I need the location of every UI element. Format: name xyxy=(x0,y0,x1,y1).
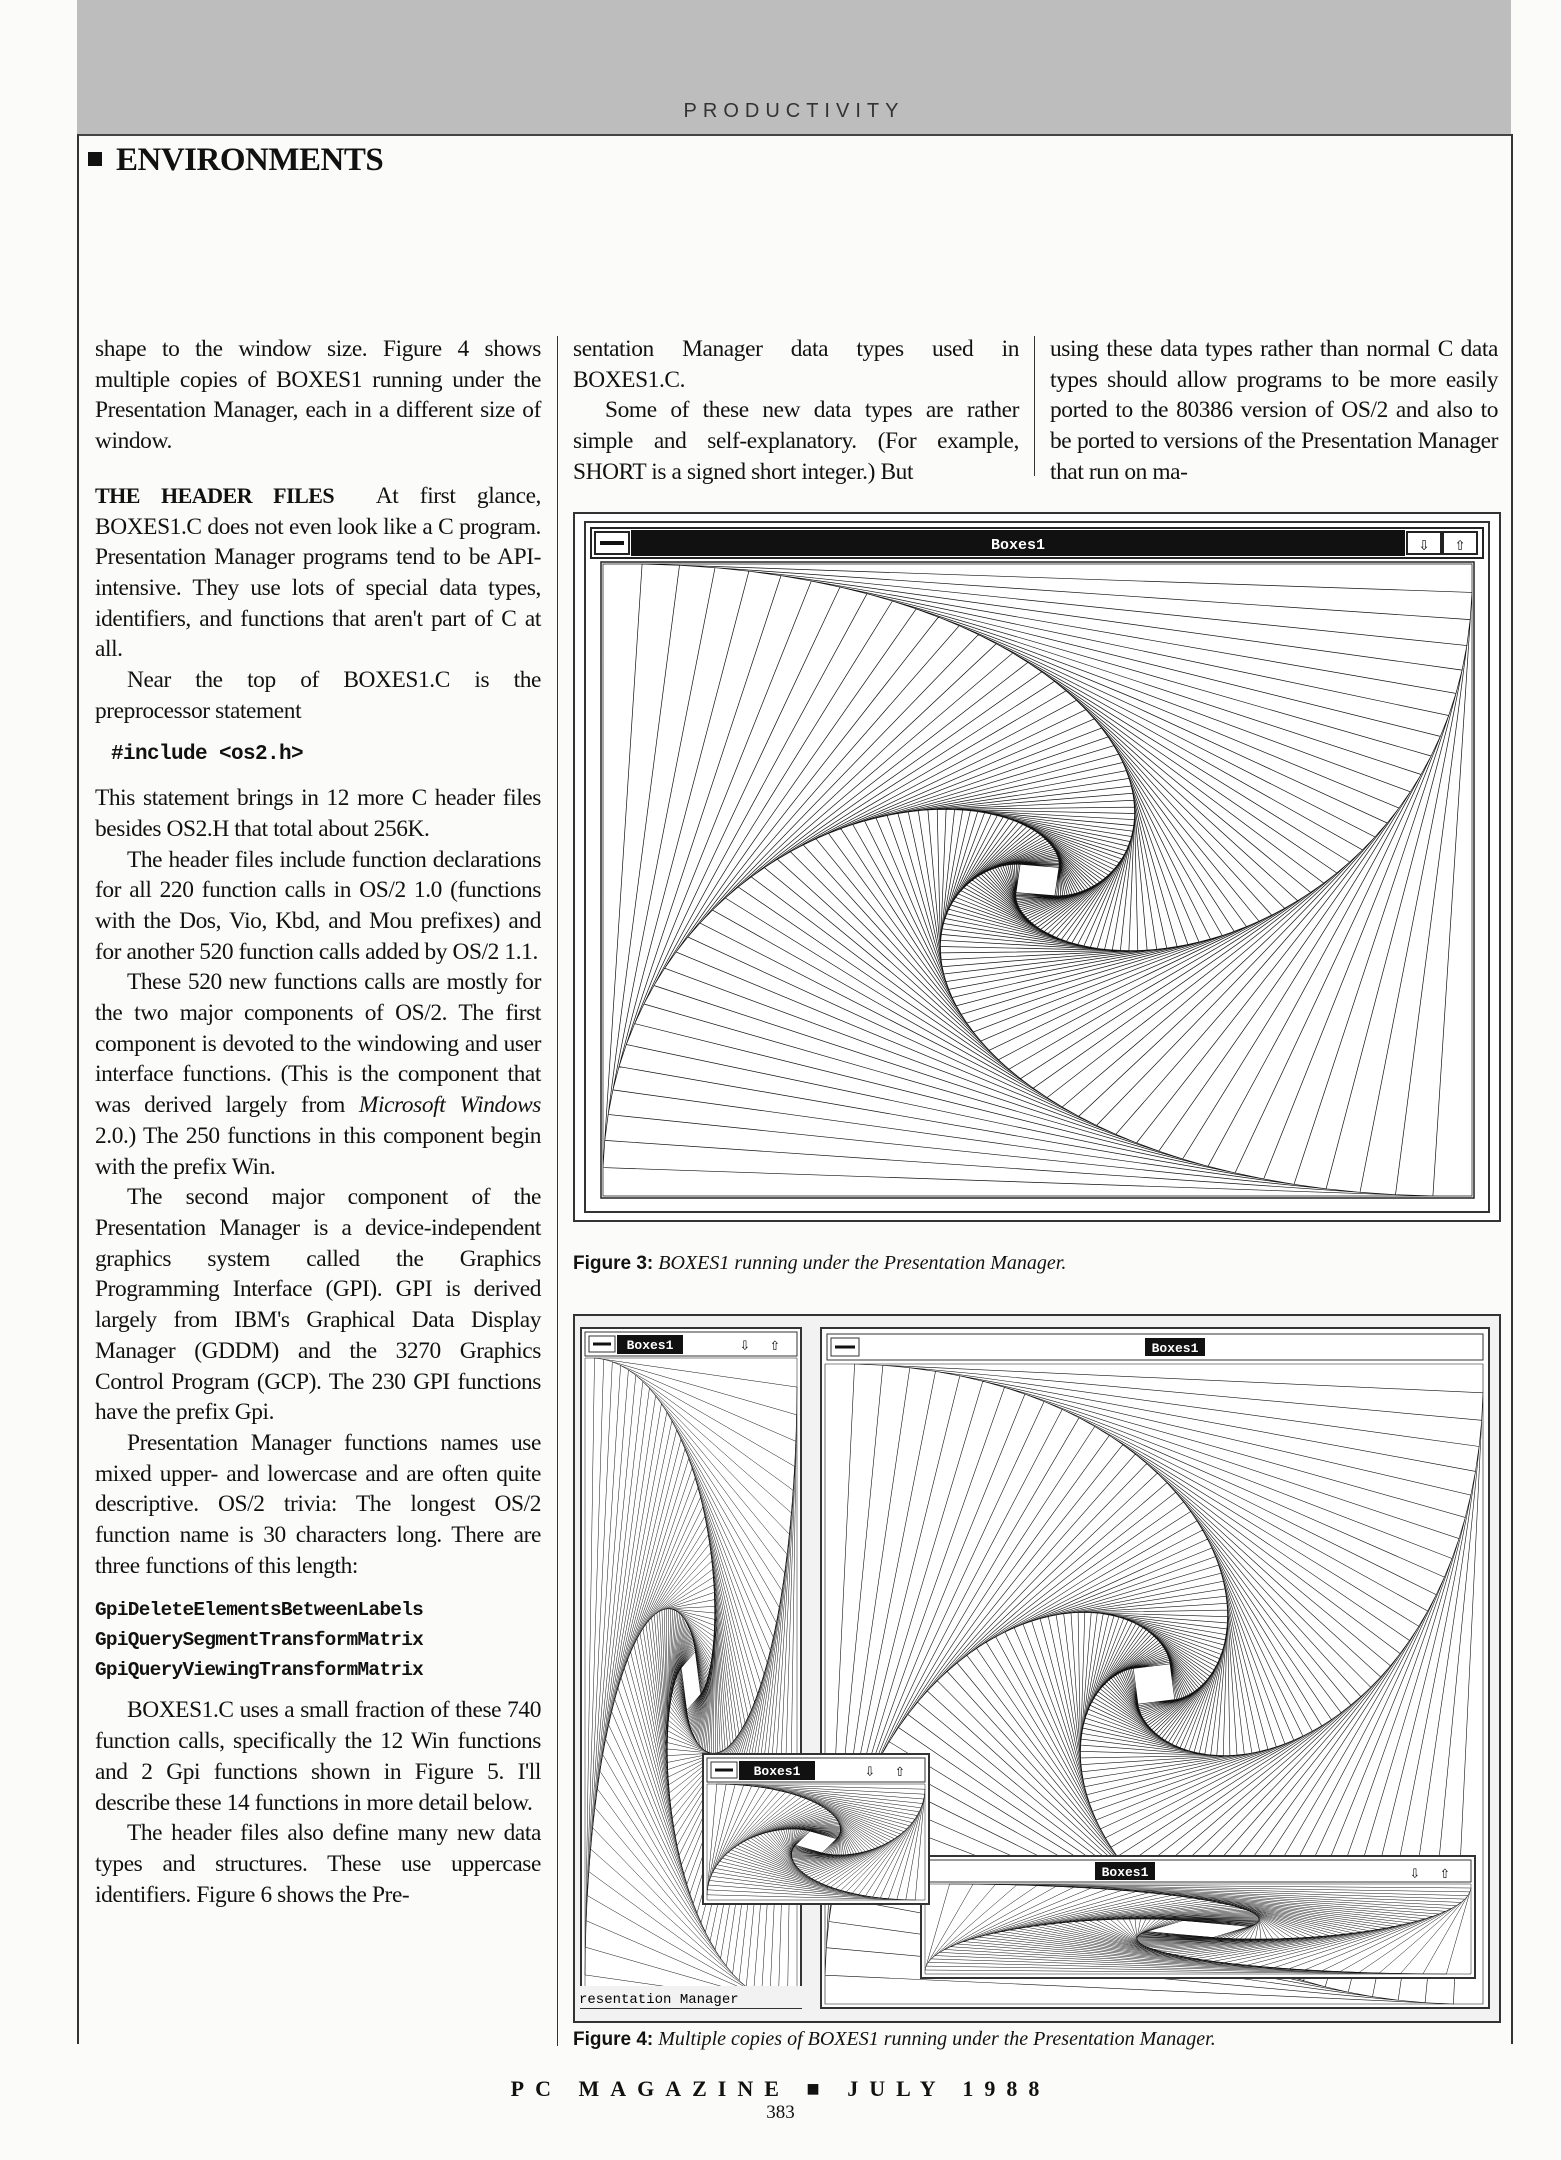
minimize-icon: ⇩ xyxy=(739,1337,751,1356)
product-name: Microsoft Windows xyxy=(358,1092,542,1119)
left-page-rule xyxy=(77,134,79,2044)
page-footer: PC MAGAZINE ■ JULY 1988 xyxy=(510,2076,1051,2101)
paragraph: shape to the window size. Figure 4 shows multiple copies of BOXES1 running under the Presentation Manager, each in a different size of window. xyxy=(95,336,541,455)
paragraph: Presentation Manager functions names use mixed upper- and lowercase and are often quite descriptive. OS/2 trivia: The longest OS/2 function name is 30 characters long. There are three functions of this length: xyxy=(95,1429,541,1579)
code-block xyxy=(95,1595,541,1685)
bullet-square-icon xyxy=(88,152,102,166)
code-line: GpiDeleteElementsBetweenLabels xyxy=(95,1599,424,1622)
window-title: Boxes1 xyxy=(753,1764,801,1779)
figure-3-caption xyxy=(573,1252,1066,1275)
client-area xyxy=(601,562,1474,1198)
taskbar-label: resentation Manager xyxy=(579,1992,739,2008)
article-column-1 xyxy=(95,334,541,1910)
figure-4-caption xyxy=(573,2028,1216,2051)
column-divider xyxy=(1034,336,1035,476)
paragraph: BOXES1.C uses a small fraction of these 740 function calls, specifically the 12 Win functions and 2 Gpi functions shown in Figure 5. I'll describe these 14 functions in more detail below. xyxy=(95,1697,541,1816)
maximize-icon: ⇧ xyxy=(1439,1865,1451,1884)
code-line: GpiQueryViewingTransformMatrix xyxy=(95,1659,424,1682)
paragraph xyxy=(95,481,541,665)
paragraph-text: At first glance, BOXES1.C does not even look like a C program. Presentation Manager programs tend to be API-intensive. They use lots of special data types, identifiers, and functions that aren't part of C at all. xyxy=(95,482,542,663)
paragraph: Near the top of BOXES1.C is the preprocessor statement xyxy=(95,667,541,724)
right-page-rule xyxy=(1511,134,1513,2044)
window-title: Boxes1 xyxy=(1101,1865,1149,1880)
caption-text: Multiple copies of BOXES1 running under the Presentation Manager. xyxy=(658,2028,1216,2050)
subheading: THE HEADER FILES xyxy=(95,482,335,508)
paragraph: Some of these new data types are rather simple and self-explanatory. (For example, SHORT is a signed short integer.) But xyxy=(573,397,1019,485)
code-line: GpiQuerySegmentTransformMatrix xyxy=(95,1629,424,1652)
caption-label: Figure 4: xyxy=(573,2029,654,2050)
paragraph: The header files also define many new data types and structures. These use uppercase identifiers. Figure 6 shows the Pre- xyxy=(95,1820,541,1908)
page-number: 383 xyxy=(766,2102,795,2123)
code-include: #include <os2.h> xyxy=(111,743,304,767)
article-column-3 xyxy=(1050,334,1498,488)
caption-text: BOXES1 running under the Presentation Manager. xyxy=(658,1252,1067,1274)
arrow-up-glyph: ⇧ xyxy=(1454,536,1466,556)
paragraph: using these data types rather than normal C data types should allow programs to be more easily ported to the 80386 version of OS/2 and also to be ported to versions of the Presentation Manager that run on ma- xyxy=(1050,336,1498,485)
column-divider xyxy=(557,336,558,2046)
figure-3-screenshot xyxy=(573,512,1501,1222)
maximize-icon: ⇧ xyxy=(769,1337,781,1356)
paragraph: The header files include function declarations for all 220 function calls in OS/2 1.0 (functions with the Dos, Vio, Kbd, and Mou prefixes) and for another 520 function calls added by OS/2 1.1. xyxy=(95,846,541,965)
paragraph: sentation Manager data types used in BOXES1.C. xyxy=(573,336,1019,393)
paragraph xyxy=(95,967,541,1182)
paragraph-text: 2.0.) The 250 functions in this component begin with the prefix Win. xyxy=(95,1122,541,1180)
article-column-2 xyxy=(573,334,1019,488)
minimize-icon: ⇩ xyxy=(864,1763,876,1782)
maximize-icon: ⇧ xyxy=(894,1763,906,1782)
figure-4-screenshot xyxy=(573,1314,1501,2023)
caption-label: Figure 3: xyxy=(573,1253,654,1274)
window-title: Boxes1 xyxy=(990,537,1046,554)
window-title: Boxes1 xyxy=(1151,1341,1199,1356)
header-rule xyxy=(77,134,1511,136)
department-title: ENVIRONMENTS xyxy=(116,142,384,178)
paragraph: This statement brings in 12 more C header files besides OS2.H that total about 256K. xyxy=(95,785,541,842)
arrow-down-glyph: ⇩ xyxy=(1418,536,1430,556)
paragraph-text: These 520 new functions calls are mostly for the two major components of OS/2. The first component is devoted to the windowing and user interface functions. (This is the component that was derived largely from xyxy=(95,969,541,1119)
paragraph: The second major component of the Presentation Manager is a device-independent graphics system called the Graphics Programming Interface (GPI). GPI is derived largely from IBM's Graphical Data Display Manager (GDDM) and the 3270 Graphics Control Program (GCP). The 230 GPI functions have the prefix Gpi. xyxy=(95,1184,541,1426)
section-label: PRODUCTIVITY xyxy=(683,100,905,122)
window-title: Boxes1 xyxy=(626,1338,674,1353)
department-heading xyxy=(88,142,383,179)
minimize-icon: ⇩ xyxy=(1409,1865,1421,1884)
